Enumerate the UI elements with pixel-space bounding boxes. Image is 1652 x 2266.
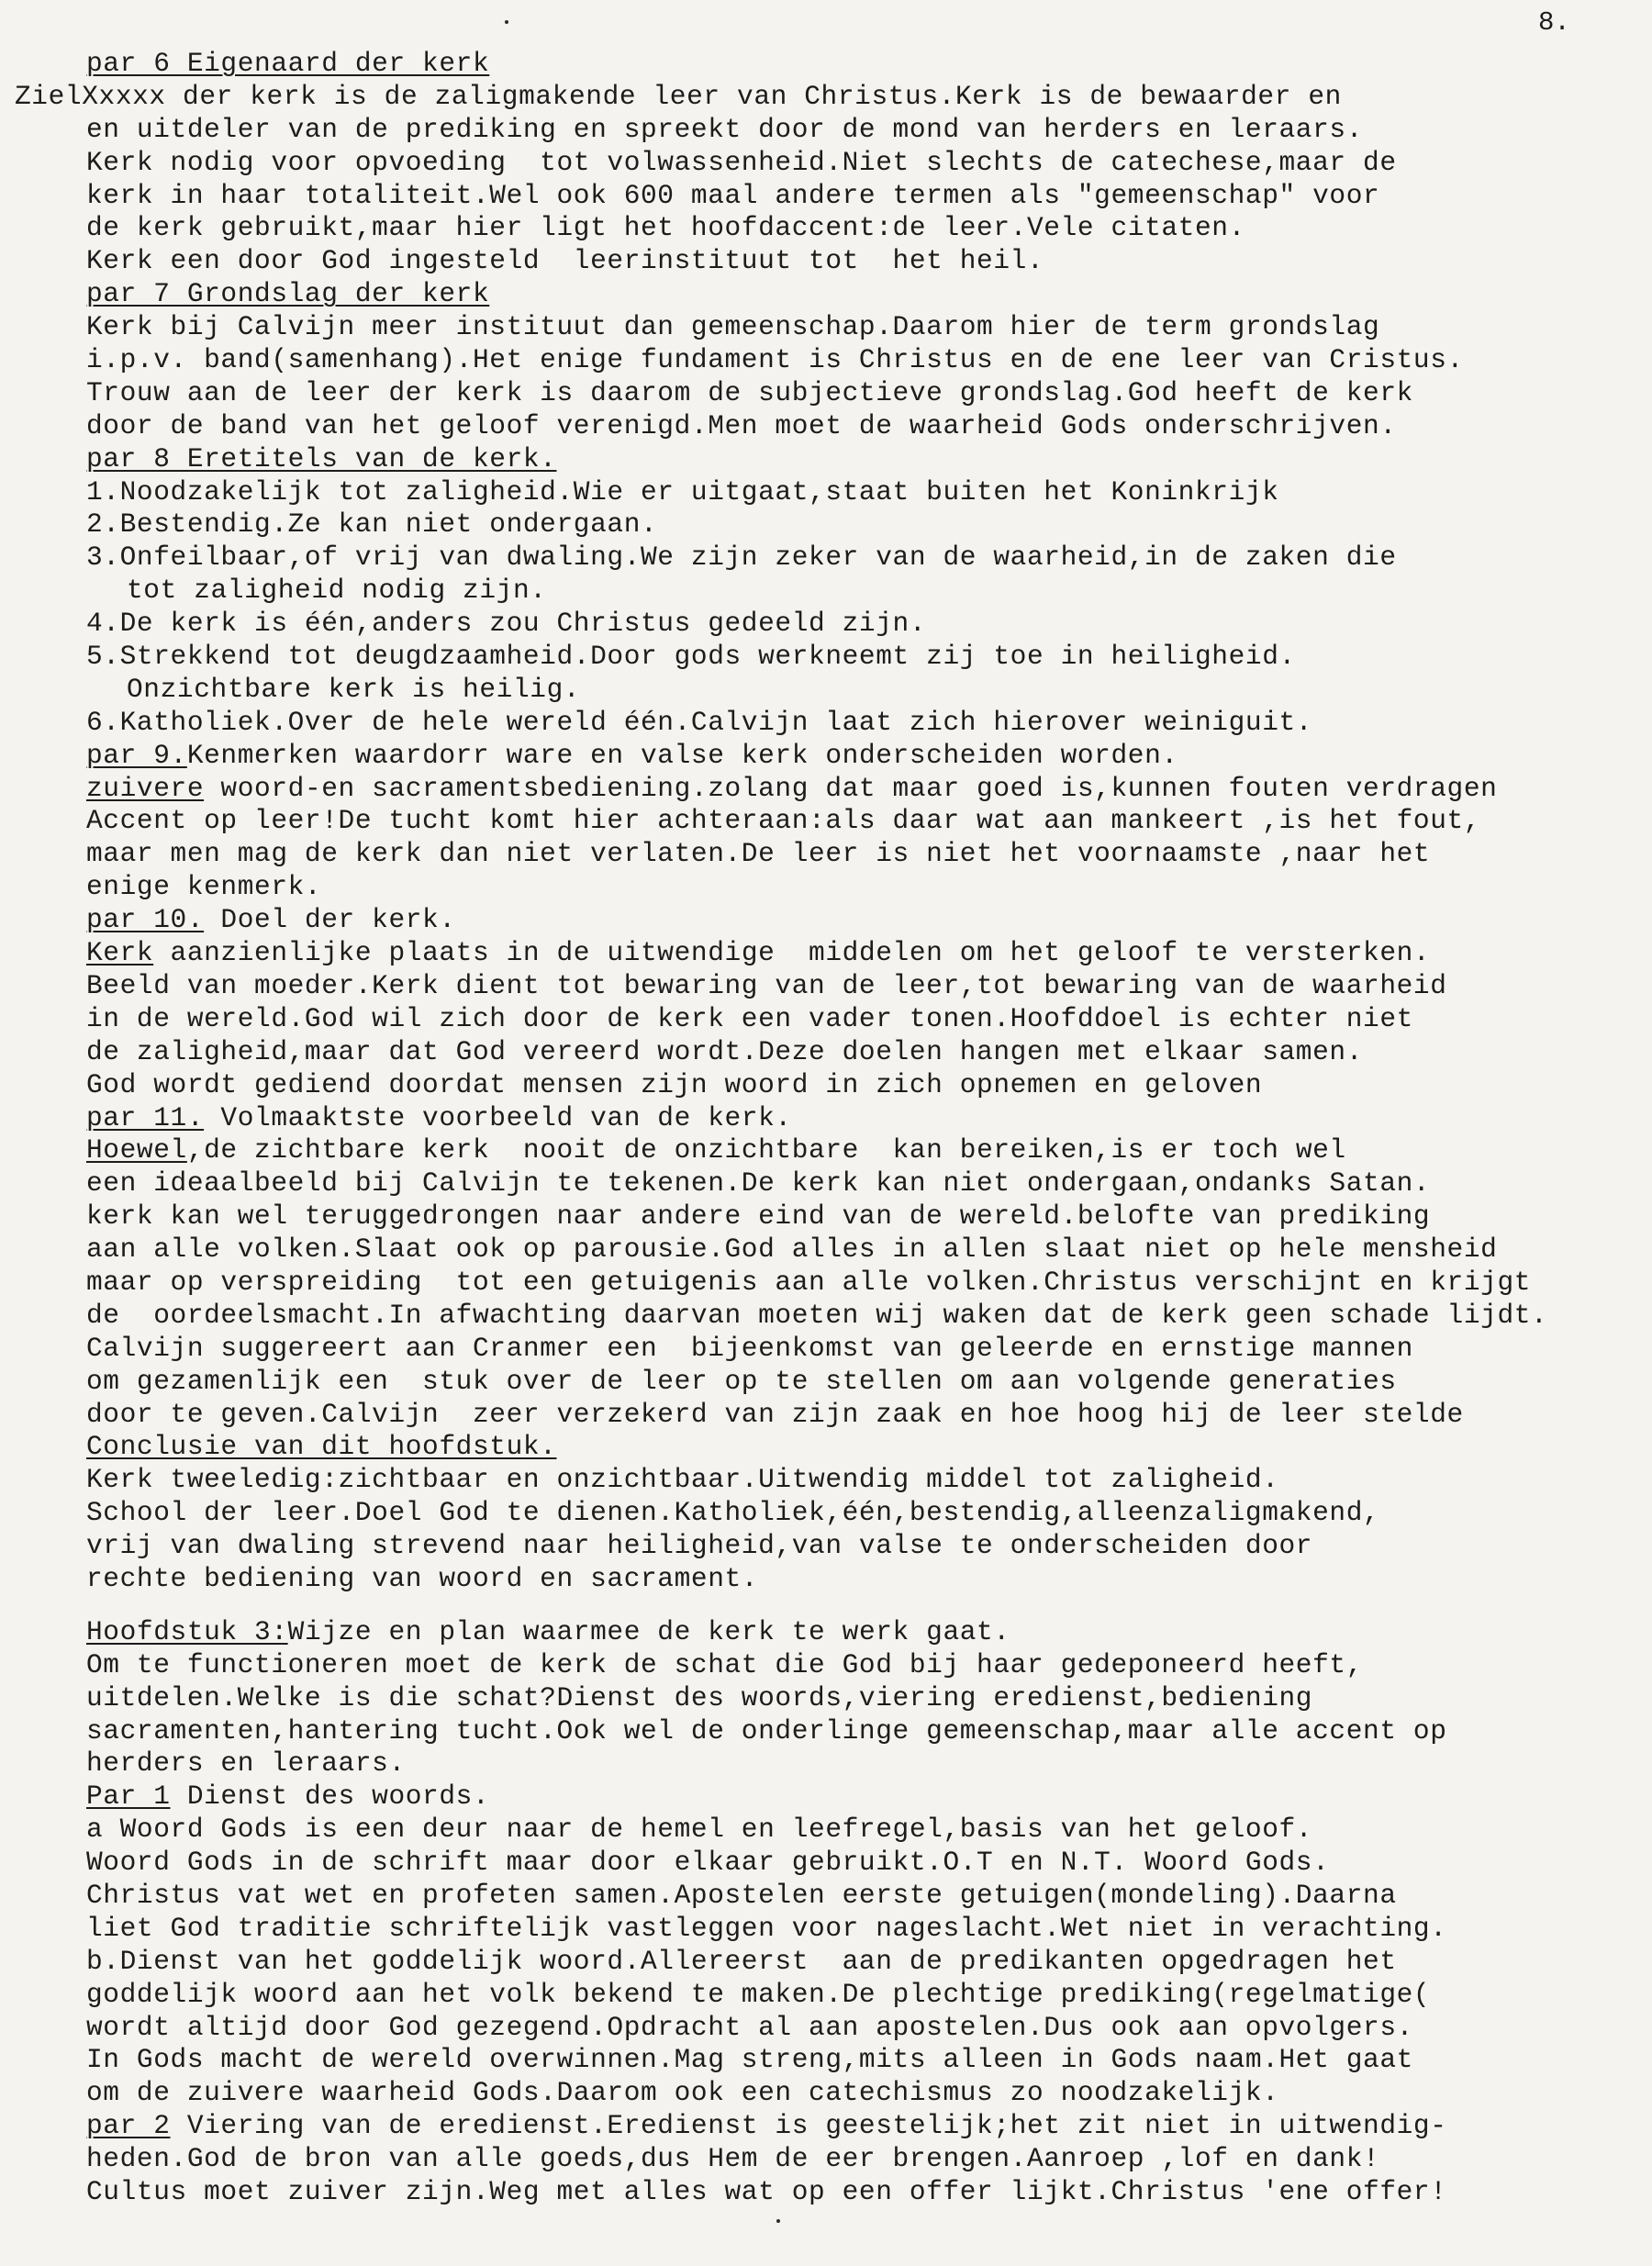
text-line bbox=[86, 1814, 1646, 1847]
text-line bbox=[86, 1530, 1646, 1563]
line-text: de oordeelsmacht.In afwachting daarvan moeten wij waken dat de kerk geen schade lijdt. bbox=[86, 1299, 1548, 1331]
text-line bbox=[86, 1333, 1646, 1366]
section-heading-line bbox=[86, 1431, 1646, 1464]
line-text: ZielXxxxx der kerk is de zaligmakende leer van Christus.Kerk is de bewaarder en bbox=[15, 80, 1342, 112]
text-line bbox=[86, 1847, 1646, 1880]
line-text: aan alle volken.Slaat ook op parousie.God alles in allen slaat niet op hele mensheid bbox=[86, 1233, 1498, 1266]
underlined-text: Par 1 bbox=[86, 1780, 171, 1813]
text-line bbox=[86, 1913, 1646, 1946]
line-text: Kerk een door God ingesteld leerinstituut tot het heil. bbox=[86, 245, 1044, 277]
line-text: Woord Gods in de schrift maar door elkaar gebruikt.O.T en N.T. Woord Gods. bbox=[86, 1847, 1330, 1879]
line-text: aanzienlijke plaats in de uitwendige middelen om het geloof te versterken. bbox=[153, 937, 1431, 969]
text-line bbox=[86, 1715, 1646, 1748]
line-text: uitdelen.Welke is die schat?Dienst des woords,viering eredienst,bediening bbox=[86, 1681, 1313, 1713]
text-line bbox=[86, 1497, 1646, 1530]
text-line bbox=[86, 2077, 1646, 2110]
line-text: 6.Katholiek.Over de hele wereld één.Calvijn laat zich hierover weiniguit. bbox=[86, 706, 1313, 738]
section-heading-line bbox=[86, 1780, 1646, 1814]
line-text: tot zaligheid nodig zijn. bbox=[127, 575, 547, 607]
section-heading-line bbox=[86, 278, 1646, 311]
text-line bbox=[86, 410, 1646, 443]
text-line bbox=[86, 245, 1646, 278]
text-line bbox=[86, 707, 1646, 740]
line-text: Cultus moet zuiver zijn.Weg met alles wat op een offer lijkt.Christus 'ene offer! bbox=[86, 2176, 1447, 2207]
line-text: Viering van de eredienst.Eredienst is geestelijk;het zit niet in uitwendig- bbox=[170, 2110, 1447, 2142]
text-line bbox=[86, 805, 1646, 838]
text-line bbox=[86, 311, 1646, 344]
line-text: Doel der kerk. bbox=[204, 904, 456, 936]
underlined-text: par 10. bbox=[86, 904, 205, 936]
blank-line bbox=[86, 1596, 1646, 1616]
underlined-text: zuivere bbox=[86, 772, 205, 804]
line-text: Kerk tweeledig:zichtbaar en onzichtbaar.Uitwendig middel tot zaligheid. bbox=[86, 1464, 1279, 1496]
text-line bbox=[86, 1979, 1646, 2012]
line-text: Om te functioneren moet de kerk de schat die God bij haar gedeponeerd heeft, bbox=[86, 1648, 1364, 1680]
text-line bbox=[86, 1880, 1646, 1913]
line-text: door te geven.Calvijn zeer verzekerd van zijn zaak en hoe hoog hij de leer stelde bbox=[86, 1398, 1464, 1430]
line-text: Volmaaktste voorbeeld van de kerk. bbox=[204, 1101, 792, 1133]
line-text: 4.De kerk is één,anders zou Christus gedeeld zijn. bbox=[86, 608, 927, 640]
line-text: woord-en sacramentsbediening.zolang dat maar goed is,kunnen fouten verdragen bbox=[204, 772, 1498, 804]
underlined-text: par 7 Grondslag der kerk bbox=[86, 278, 490, 310]
line-text: In Gods macht de wereld overwinnen.Mag streng,mits alleen in Gods naam.Het gaat bbox=[86, 2044, 1413, 2076]
section-heading-line bbox=[86, 904, 1646, 937]
text-line bbox=[86, 641, 1646, 674]
underlined-text: par 11. bbox=[86, 1101, 205, 1133]
document-body bbox=[15, 48, 1646, 2209]
text-line bbox=[86, 344, 1646, 377]
underlined-text: Kerk bbox=[86, 937, 154, 969]
underlined-text: Conclusie van dit hoofdstuk. bbox=[86, 1431, 557, 1463]
line-text: God wordt gediend doordat mensen zijn woord in zich opnemen en geloven bbox=[86, 1068, 1263, 1100]
text-line bbox=[86, 1682, 1646, 1715]
text-line bbox=[86, 1399, 1646, 1432]
section-heading-line bbox=[86, 1616, 1646, 1649]
line-text: b.Dienst van het goddelijk woord.Allereerst aan de predikanten opgedragen het bbox=[86, 1945, 1397, 1977]
line-text: herders en leraars. bbox=[86, 1747, 406, 1780]
line-text: goddelijk woord aan het volk bekend te maken.De plechtige prediking(regelmatige( bbox=[86, 1978, 1431, 2010]
line-text: 2.Bestendig.Ze kan niet ondergaan. bbox=[86, 508, 658, 541]
text-line bbox=[86, 1464, 1646, 1497]
line-text: enige kenmerk. bbox=[86, 871, 322, 903]
text-line bbox=[86, 1134, 1646, 1167]
text-line bbox=[86, 937, 1646, 970]
text-line bbox=[15, 81, 1646, 114]
text-line bbox=[86, 476, 1646, 509]
line-text: 3.Onfeilbaar,of vrij van dwaling.We zijn zeker van de waarheid,in de zaken die bbox=[86, 541, 1397, 574]
line-text: sacramenten,hantering tucht.Ook wel de onderlinge gemeenschap,maar alle accent op bbox=[86, 1714, 1447, 1747]
line-text: 1.Noodzakelijk tot zaligheid.Wie er uitgaat,staat buiten het Koninkrijk bbox=[86, 475, 1279, 508]
text-line bbox=[86, 377, 1646, 410]
line-text: Trouw aan de leer der kerk is daarom de subjectieve grondslag.God heeft de kerk bbox=[86, 376, 1413, 408]
text-line bbox=[86, 608, 1646, 641]
line-text: Christus vat wet en profeten samen.Apostelen eerste getuigen(mondeling).Daarna bbox=[86, 1879, 1397, 1911]
text-line bbox=[86, 1300, 1646, 1333]
line-text: de zaligheid,maar dat God vereerd wordt.Deze doelen hangen met elkaar samen. bbox=[86, 1035, 1364, 1067]
text-line bbox=[86, 541, 1646, 575]
text-line bbox=[86, 970, 1646, 1003]
text-line bbox=[86, 1233, 1646, 1267]
underlined-text: Hoewel bbox=[86, 1134, 187, 1166]
line-text: Calvijn suggereert aan Cranmer een bijeenkomst van geleerde en ernstige mannen bbox=[86, 1332, 1413, 1364]
text-line bbox=[86, 1649, 1646, 1682]
line-text: School der leer.Doel God te dienen.Katholiek,één,bestendig,alleenzaligmakend, bbox=[86, 1497, 1380, 1529]
text-line bbox=[86, 2176, 1646, 2209]
text-line bbox=[86, 147, 1646, 180]
text-line bbox=[86, 212, 1646, 245]
section-heading-line bbox=[86, 48, 1646, 81]
line-text: kerk in haar totaliteit.Wel ook 600 maal andere termen als "gemeenschap" voor bbox=[86, 179, 1380, 211]
line-text: vrij van dwaling strevend naar heiligheid,van valse te onderscheiden door bbox=[86, 1530, 1313, 1562]
text-line bbox=[86, 1036, 1646, 1069]
text-line bbox=[86, 2012, 1646, 2045]
text-line bbox=[86, 1946, 1646, 1979]
text-line bbox=[86, 180, 1646, 213]
text-line bbox=[86, 871, 1646, 904]
ink-dot bbox=[776, 2219, 780, 2223]
line-text: en uitdeler van de prediking en spreekt door de mond van herders en leraars. bbox=[86, 113, 1364, 145]
line-text: rechte bediening van woord en sacrament. bbox=[86, 1562, 759, 1594]
underlined-text: par 2 bbox=[86, 2110, 171, 2142]
line-text: ,de zichtbare kerk nooit de onzichtbare kan bereiken,is er toch wel bbox=[186, 1134, 1346, 1166]
line-text: een ideaalbeeld bij Calvijn te tekenen.De kerk kan niet ondergaan,ondanks Satan. bbox=[86, 1167, 1431, 1200]
underlined-text: par 6 Eigenaard der kerk bbox=[86, 48, 490, 79]
line-text: 5.Strekkend tot deugdzaamheid.Door gods werkneemt zij toe in heiligheid. bbox=[86, 641, 1296, 673]
line-text: kerk kan wel teruggedrongen naar andere eind van de wereld.belofte van prediking bbox=[86, 1200, 1431, 1233]
text-line bbox=[86, 1563, 1646, 1596]
line-text: wordt altijd door God gezegend.Opdracht al aan apostelen.Dus ook aan opvolgers. bbox=[86, 2011, 1413, 2043]
line-text: liet God traditie schriftelijk vastleggen voor nageslacht.Wet niet in verachting. bbox=[86, 1912, 1447, 1944]
section-heading-line bbox=[86, 740, 1646, 773]
section-heading-line bbox=[86, 1102, 1646, 1135]
text-line bbox=[86, 1366, 1646, 1399]
line-text: de kerk gebruikt,maar hier ligt het hoofdaccent:de leer.Vele citaten. bbox=[86, 212, 1245, 244]
page-number: 8. bbox=[1538, 7, 1570, 38]
line-text: door de band van het geloof verenigd.Men moet de waarheid Gods onderschrijven. bbox=[86, 409, 1397, 441]
text-line bbox=[86, 1167, 1646, 1200]
line-text: Kerk bij Calvijn meer instituut dan gemeenschap.Daarom hier de term grondslag bbox=[86, 311, 1380, 343]
underlined-text: par 9. bbox=[86, 739, 187, 771]
text-line bbox=[86, 1069, 1646, 1102]
line-text: om de zuivere waarheid Gods.Daarom ook een catechismus zo noodzakelijk. bbox=[86, 2077, 1279, 2109]
section-heading-line bbox=[86, 443, 1646, 476]
line-text: Wijze en plan waarmee de kerk te werk gaat. bbox=[287, 1615, 1010, 1647]
text-line bbox=[86, 1003, 1646, 1036]
line-text: Onzichtbare kerk is heilig. bbox=[127, 673, 581, 705]
line-text: maar op verspreiding tot een getuigenis aan alle volken.Christus verschijnt en krijgt bbox=[86, 1266, 1532, 1298]
text-line bbox=[86, 773, 1646, 806]
line-text: heden.God de bron van alle goeds,dus Hem de eer brengen.Aanroep ,lof en dank! bbox=[86, 2143, 1380, 2175]
line-text: maar men mag de kerk dan niet verlaten.De leer is niet het voornaamste ,naar het bbox=[86, 838, 1431, 870]
text-line bbox=[86, 508, 1646, 541]
section-heading-line bbox=[86, 2110, 1646, 2143]
line-text: Kenmerken waardorr ware en valse kerk onderscheiden worden. bbox=[186, 739, 1178, 771]
line-text: Dienst des woords. bbox=[170, 1780, 490, 1813]
underlined-text: Hoofdstuk 3: bbox=[86, 1615, 288, 1647]
line-text: Beeld van moeder.Kerk dient tot bewaring van de leer,tot bewaring van de waarheid bbox=[86, 969, 1447, 1001]
text-line bbox=[86, 114, 1646, 147]
text-line bbox=[86, 1200, 1646, 1233]
text-line bbox=[86, 2044, 1646, 2077]
ink-dot bbox=[505, 20, 508, 24]
text-line bbox=[86, 1267, 1646, 1300]
text-line bbox=[86, 575, 1646, 608]
underlined-text: par 8 Eretitels van de kerk. bbox=[86, 442, 557, 474]
line-text: a Woord Gods is een deur naar de hemel en leefregel,basis van het geloof. bbox=[86, 1814, 1313, 1846]
text-line bbox=[86, 838, 1646, 871]
text-line bbox=[86, 1747, 1646, 1780]
line-text: Accent op leer!De tucht komt hier achteraan:als daar wat aan mankeert ,is het fout, bbox=[86, 805, 1481, 837]
text-line bbox=[86, 674, 1646, 707]
line-text: om gezamenlijk een stuk over de leer op te stellen om aan volgende generaties bbox=[86, 1365, 1397, 1397]
line-text: i.p.v. band(samenhang).Het enige fundament is Christus en de ene leer van Cristus. bbox=[86, 344, 1464, 376]
line-text: Kerk nodig voor opvoeding tot volwassenheid.Niet slechts de catechese,maar de bbox=[86, 146, 1397, 178]
text-line bbox=[86, 2143, 1646, 2176]
line-text: in de wereld.God wil zich door de kerk een vader tonen.Hoofddoel is echter niet bbox=[86, 1002, 1413, 1034]
